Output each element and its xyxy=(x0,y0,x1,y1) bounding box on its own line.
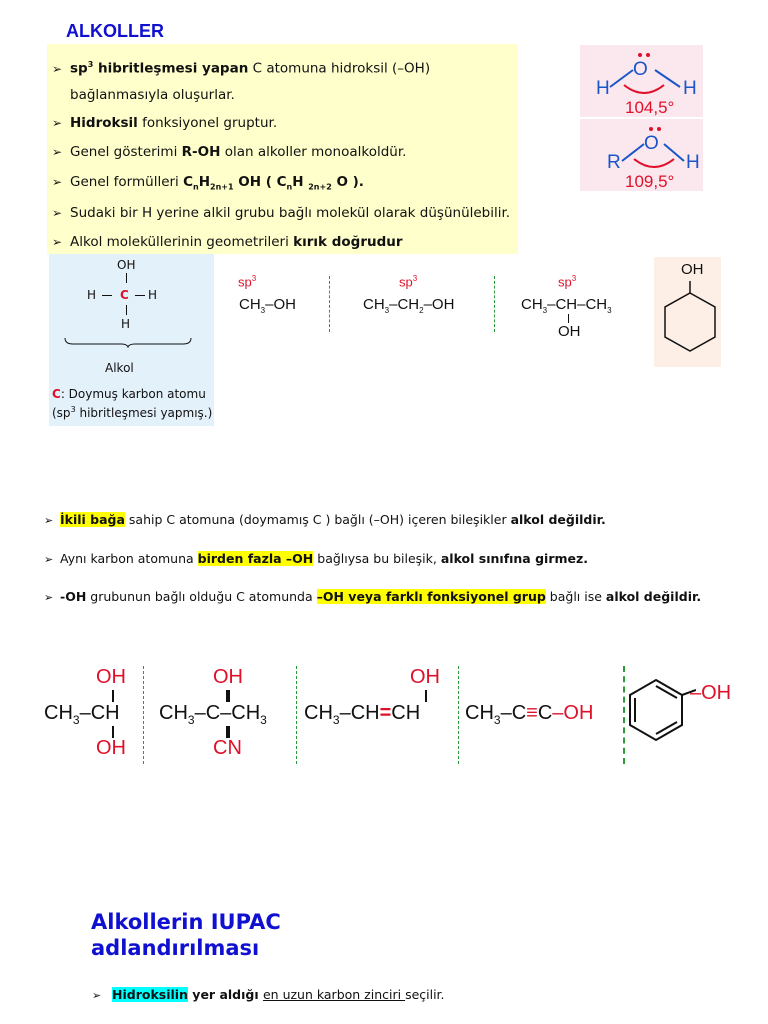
alkol-h-left: H xyxy=(87,288,97,302)
arrow-icon: ➢ xyxy=(44,553,54,566)
cyclohexanol-oh: OH xyxy=(681,261,704,278)
m1-main: $CH_3-CH$ xyxy=(44,702,120,727)
m5-oh: –OH xyxy=(690,682,732,704)
arrow-icon: ➢ xyxy=(52,235,63,249)
arrow-icon: ➢ xyxy=(52,61,63,76)
bond-line xyxy=(126,273,127,283)
section-title xyxy=(91,909,411,961)
water-h-left: H xyxy=(596,78,610,99)
alkol-oh: OH xyxy=(117,258,136,272)
benzene-ring-icon xyxy=(626,676,696,748)
bullet-1-continuation: bağlanmasıyla oluşurlar. xyxy=(70,87,235,103)
angle-arc xyxy=(634,159,674,167)
example-ethanol: $CH_3-CH_2-OH$ xyxy=(363,296,455,315)
alcohol-angle-panel xyxy=(580,119,703,191)
m2-cn: CN xyxy=(213,737,242,759)
arrow-icon: ➢ xyxy=(44,591,54,604)
alcohol-angle-diagram xyxy=(580,119,703,191)
arrow-icon: ➢ xyxy=(52,206,63,220)
alkol-label: Alkol xyxy=(105,361,134,375)
alkol-h-right: H xyxy=(148,288,158,302)
bond-line xyxy=(622,144,644,161)
water-h-right: H xyxy=(683,78,697,99)
alkol-note-line1: C: Doymuş karbon atomu xyxy=(52,387,206,401)
water-o: O xyxy=(633,59,648,80)
bond-line xyxy=(664,144,684,161)
bullet-3: ➢ Genel gösterimi R-OH olan alkoller monoalkoldür. xyxy=(52,144,407,160)
water-angle-panel xyxy=(580,45,703,117)
arrow-icon: ➢ xyxy=(52,116,63,130)
arrow-icon: ➢ xyxy=(44,514,54,527)
m1-oh-bottom: OH xyxy=(96,737,126,759)
cyclohexane-ring-icon xyxy=(654,279,721,367)
bullet-1: ➢ $sp^3$ hibritleşmesi yapan C atomuna hidroksil (–OH) xyxy=(52,60,431,77)
cyclohexanol-panel xyxy=(654,257,721,367)
bond-line xyxy=(102,295,112,296)
alkol-c: C xyxy=(120,288,129,302)
angle-arc xyxy=(624,85,664,93)
bond-line xyxy=(610,70,633,87)
section-title-line2: adlandırılması xyxy=(91,936,260,960)
lone-pair-dot xyxy=(638,53,642,57)
lone-pair-dot xyxy=(657,127,661,131)
lone-pair-dot xyxy=(649,127,653,131)
isopropanol-oh: OH xyxy=(558,323,581,340)
m2-oh: OH xyxy=(213,666,243,688)
bond-line xyxy=(568,314,569,323)
divider xyxy=(143,666,144,764)
divider xyxy=(296,666,297,764)
bond-line xyxy=(226,690,230,702)
alkol-note-line2: ($sp^3$ hibritleşmesi yapmış.) xyxy=(52,405,213,420)
sp3-label-2: $sp^3$ xyxy=(399,274,418,290)
m2-main: $CH_3-C-CH_3$ xyxy=(159,702,267,727)
water-angle-diagram xyxy=(580,45,703,117)
divider xyxy=(623,666,625,764)
non-alcohol-examples xyxy=(0,660,768,770)
alcohol-angle-value: 109,5° xyxy=(625,172,675,191)
divider xyxy=(494,276,495,332)
alcohol-o: O xyxy=(644,133,659,154)
bullet-2: ➢ Hidroksil fonksiyonel gruptur. xyxy=(52,115,278,131)
brace-icon xyxy=(63,336,193,348)
lone-pair-dot xyxy=(646,53,650,57)
bullet-6: ➢ Alkol moleküllerinin geometrileri kırık doğrudur xyxy=(52,234,403,250)
sp3-label-3: $sp^3$ xyxy=(558,274,577,290)
alcohol-h: H xyxy=(686,152,700,173)
iupac-bullet: ➢ Hidroksilin yer aldığı en uzun karbon zinciri seçilir. xyxy=(92,987,445,1002)
water-angle-value: 104,5° xyxy=(625,98,675,117)
alkol-structure-panel xyxy=(49,254,214,426)
section-title-line1: Alkollerin IUPAC xyxy=(91,910,281,934)
note-1: ➢ İkili bağa sahip C atomuna (doymamış C ) bağlı (–OH) içeren bileşikler alkol değildir. xyxy=(44,512,606,527)
example-isopropanol: $CH_3-CH-CH_3$ xyxy=(521,296,612,315)
m1-oh-top: OH xyxy=(96,666,126,688)
page-title: ALKOLLER xyxy=(66,21,164,41)
bond-line xyxy=(112,690,114,702)
bond-line xyxy=(135,295,145,296)
divider xyxy=(458,666,459,764)
divider xyxy=(329,276,330,332)
alcohol-r: R xyxy=(607,152,621,173)
example-methanol: $CH_3-OH$ xyxy=(239,296,296,315)
m4-main: $CH_3-C\equiv C-OH$ xyxy=(465,702,594,727)
sp3-label-1: $sp^3$ xyxy=(238,274,257,290)
note-3: ➢ -OH grubunun bağlı olduğu C atomunda –OH veya farklı fonksiyonel grup bağlı ise alkol değildir. xyxy=(44,589,702,604)
arrow-icon: ➢ xyxy=(52,175,63,189)
bullet-4: ➢ Genel formülleri $C_nH_{2n+1}$ OH ( $C_nH$ $_{2n+2}$ O ). xyxy=(52,174,364,192)
bullet-5: ➢ Sudaki bir H yerine alkil grubu bağlı molekül olarak düşünülebilir. xyxy=(52,205,511,221)
arrow-icon: ➢ xyxy=(92,989,102,1002)
bond-line xyxy=(655,70,680,87)
note-2: ➢ Aynı karbon atomuna birden fazla –OH bağlıysa bu bileşik, alkol sınıfına girmez. xyxy=(44,551,589,566)
m3-oh: OH xyxy=(410,666,440,688)
alkol-h-bottom: H xyxy=(121,317,131,331)
arrow-icon: ➢ xyxy=(52,145,63,159)
m3-main: $CH_3-CH=CH$ xyxy=(304,702,421,727)
bond-line xyxy=(425,690,427,702)
bond-line xyxy=(126,305,127,315)
